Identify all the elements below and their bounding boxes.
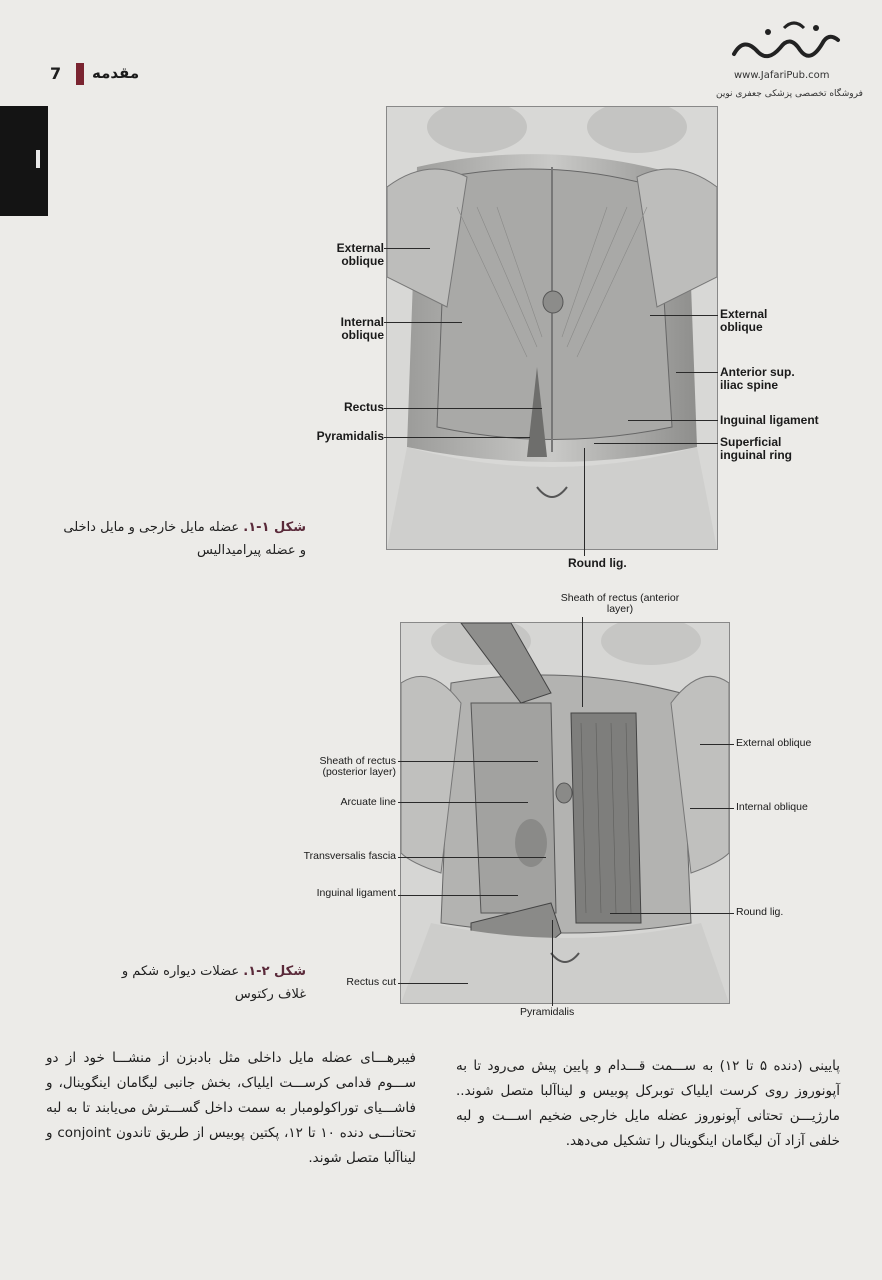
fig1-round-lig-leader — [584, 448, 585, 556]
figure-1-caption-number: شکل ۱-۱. — [243, 520, 306, 535]
fig1-label-anterior-sup-iliac-spine: Anterior sup. iliac spine — [720, 365, 795, 392]
fig2-label-inguinal-ligament: Inguinal ligament — [316, 887, 396, 899]
publisher-subtitle: فروشگاه تخصصی پزشکی جعفری نوین — [716, 89, 863, 99]
fig2-label-rectus-cut: Rectus cut — [346, 976, 396, 988]
page-number: 7 — [50, 64, 62, 83]
publisher-logo — [724, 14, 848, 76]
fig2-label-external-oblique: External oblique — [736, 737, 812, 749]
fig1-label-external-oblique-left: External oblique — [336, 241, 384, 268]
figure-1-illustration — [386, 106, 718, 550]
figure-2-caption-line2: غلاف رکتوس — [234, 987, 306, 1002]
figure-2-illustration — [400, 622, 730, 1004]
body-text-right-column: پایینی (دنده ۵ تا ۱۲) به ســـمت قـــدام و پایین پیش می‌رود تا به آپونوروز روی کرست ایلیاک توبرکل پوبیس و لینا‌آلبا متصل شوند.. مارژیـــن تحتانی آپونوروز عضله مایل خارجی ضخیم اســـت و لبه خلفی آزاد آن لیگامان اینگوینال را تشکیل می‌دهد. — [456, 1058, 841, 1149]
body-text-left-column: فیبرهـــای عضله مایل داخلی مثل بادبزن از منشـــا خود از دو ســـوم قدامی کرســـت ایلیاک، بخش جانبی لیگامان اینگوینال، و فاشـــیای توراکولومبار به سمت داخل گســـترش می‌یابند تا به لبه تحتانـــی دنده ۱۰ تا ۱۲، پکتین پوبیس از طریق تاندون conjoint و لینا‌آلبا متصل شوند. — [46, 1050, 416, 1166]
fig2-label-transversalis-fascia: Transversalis fascia — [303, 850, 396, 862]
fig1-label-pyramidalis: Pyramidalis — [316, 429, 384, 443]
chapter-tab-mark — [36, 150, 40, 168]
fig2-label-internal-oblique: Internal oblique — [736, 801, 808, 813]
fig1-label-internal-oblique: Internal oblique — [340, 315, 384, 342]
fig2-label-pyramidalis: Pyramidalis — [520, 1006, 575, 1018]
figure-1-caption-line2: و عضله پیرامیدالیس — [197, 543, 306, 558]
fig1-label-round-lig: Round lig. — [568, 556, 627, 570]
fig1-label-superficial-inguinal-ring: Superficial inguinal ring — [720, 435, 792, 462]
fig2-label-sheath-anterior: Sheath of rectus (anterior layer) — [560, 592, 680, 615]
fig2-label-arcuate-line: Arcuate line — [340, 796, 396, 808]
publisher-url: www.JafariPub.com — [734, 70, 830, 81]
figure-2-caption-line1: عضلات دیواره شکم و — [121, 964, 240, 979]
header-divider — [76, 63, 84, 85]
fig1-label-inguinal-ligament: Inguinal ligament — [720, 413, 819, 427]
fig2-label-round-lig: Round lig. — [736, 906, 784, 918]
figure-1-caption-line1: عضله مایل خارجی و مایل داخلی — [63, 520, 240, 535]
figure-1-caption — [60, 516, 306, 562]
running-header-title: مقدمه — [92, 64, 140, 82]
fig2-label-sheath-posterior: Sheath of rectus (posterior layer) — [319, 755, 396, 778]
chapter-thumb-tab — [0, 106, 48, 216]
figure-2-caption-number: شکل ۲-۱. — [243, 964, 306, 979]
fig1-label-external-oblique-right: External oblique — [720, 307, 768, 334]
fig1-label-rectus: Rectus — [343, 400, 384, 414]
figure-2-caption — [60, 960, 306, 1006]
